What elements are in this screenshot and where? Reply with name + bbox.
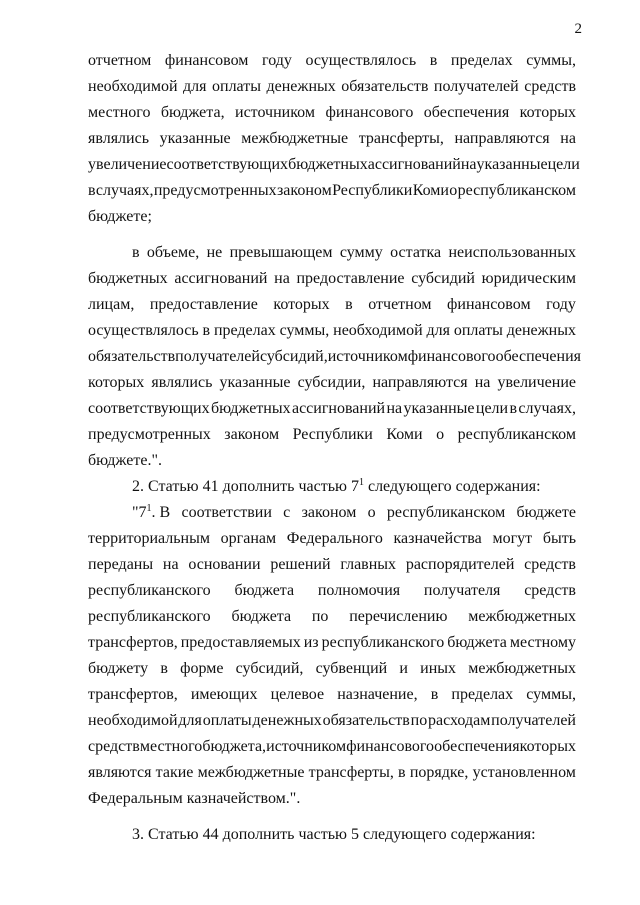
text-line <box>88 74 576 100</box>
word: оплаты <box>453 322 503 339</box>
word: получателей <box>175 348 260 365</box>
word: бюджета <box>447 634 507 651</box>
word: Коми <box>412 182 449 199</box>
word: в <box>398 764 406 781</box>
word: на <box>162 556 179 573</box>
word: указанные <box>476 156 548 173</box>
word: случаях, <box>95 182 154 199</box>
text-line <box>88 178 576 204</box>
word: финансового <box>346 738 435 755</box>
word: финансовом <box>164 52 249 69</box>
text-line <box>88 552 576 578</box>
text-line <box>88 422 576 448</box>
text-line <box>88 604 576 630</box>
word: территориальным <box>88 530 210 547</box>
word: установленном <box>472 764 576 781</box>
word: по <box>410 712 428 729</box>
word: основании <box>188 556 261 573</box>
word: суммы, <box>526 52 576 69</box>
text-line: "$7^1$. В соответствии с законом о республиканском бюджете <box>88 500 576 526</box>
word: в <box>132 244 140 261</box>
word: для <box>426 322 450 339</box>
text-line <box>88 656 576 682</box>
word: направляются <box>372 374 468 391</box>
word: Республики <box>292 426 373 443</box>
word: году <box>262 52 292 69</box>
word: на <box>460 156 477 173</box>
word: оплаты <box>202 712 252 729</box>
word: республиканского <box>88 608 211 625</box>
superscript: 1 <box>358 477 364 488</box>
word: органам <box>220 530 277 547</box>
word: в <box>88 182 96 199</box>
word: законом <box>224 426 280 443</box>
word: объеме, <box>146 244 200 261</box>
word: пределах <box>451 686 514 703</box>
word: из <box>303 634 319 651</box>
text-line: бюджете; <box>88 208 152 225</box>
word: бюджета, <box>160 104 225 121</box>
word: указанные <box>159 130 231 147</box>
word: перечислению <box>349 608 448 625</box>
word: обязательств <box>341 78 429 95</box>
word: необходимой <box>333 322 423 339</box>
word: остатка <box>390 244 442 261</box>
word: быть <box>542 530 576 547</box>
word: средств <box>524 556 576 573</box>
text-line <box>88 370 576 396</box>
word: увеличение <box>497 374 576 391</box>
word: законом <box>276 182 332 199</box>
page-number: 2 <box>574 21 582 37</box>
word: форме <box>180 660 224 677</box>
text-line <box>88 630 576 656</box>
word: оплаты <box>212 78 261 95</box>
word: расходам <box>428 712 491 729</box>
word: распорядителей <box>405 556 515 573</box>
word: местного <box>88 104 151 121</box>
item-2-text-end: следующего содержания: <box>363 478 541 495</box>
document-body <box>88 48 581 848</box>
word: республиканского <box>321 634 445 651</box>
text-line <box>88 734 576 760</box>
text-line: Федеральным казначейством.". <box>88 790 301 807</box>
word: денежных <box>252 712 322 729</box>
word: году <box>546 296 576 313</box>
word: межбюджетных <box>468 660 576 677</box>
word: финансового <box>407 348 496 365</box>
text-line <box>88 526 576 552</box>
word: по <box>311 608 329 625</box>
word: неиспользованных <box>448 244 576 261</box>
paragraph-2 <box>88 240 581 474</box>
word: местного <box>139 738 203 755</box>
item-2-heading <box>88 474 576 500</box>
word: переданы <box>88 556 154 573</box>
text-line <box>88 100 576 126</box>
word: в <box>429 52 438 69</box>
word: не <box>206 244 223 261</box>
word: субсидий <box>411 270 475 287</box>
word: трансферты, <box>308 764 394 781</box>
word: являются <box>88 764 152 781</box>
word: субсидий, <box>235 660 304 677</box>
word: на <box>474 374 491 391</box>
word: Республики <box>332 182 413 199</box>
text-line <box>88 152 580 178</box>
word: для <box>183 78 207 95</box>
word: главных <box>340 556 397 573</box>
word: превышающем <box>229 244 333 261</box>
word: республиканском <box>457 182 576 199</box>
text-line <box>88 760 576 786</box>
word: могут <box>492 530 533 547</box>
word: субвенций <box>315 660 388 677</box>
word: средств <box>524 582 576 599</box>
word: средств <box>524 78 576 95</box>
word: отчетном <box>368 296 432 313</box>
word: источником <box>327 348 408 365</box>
text-line <box>88 292 576 318</box>
word: обязательств <box>322 712 410 729</box>
item-2-text: 2. Статью 41 дополнить частью 7 <box>132 478 359 495</box>
word: суммы, <box>279 322 330 339</box>
word: для <box>178 712 202 729</box>
word: целевое <box>270 686 325 703</box>
text-line: бюджете.". <box>88 452 162 469</box>
word: предусмотренных <box>153 182 277 199</box>
word: являлись <box>151 374 213 391</box>
word: субсидии, <box>297 374 366 391</box>
word: соответствующих <box>166 156 289 173</box>
word: в <box>345 296 353 313</box>
word: на <box>274 270 290 287</box>
word: имеющих <box>190 686 258 703</box>
word: которых <box>519 104 576 121</box>
word: ассигнований <box>174 270 268 287</box>
word: Коми <box>386 426 423 443</box>
word: бюджетных <box>88 270 168 287</box>
quote-lead: "$7^1$. В <box>132 503 171 521</box>
word: финансовом <box>447 296 531 313</box>
word: получателя <box>423 582 501 599</box>
text-line <box>88 240 576 266</box>
text-line <box>88 126 576 152</box>
text-line <box>88 344 581 370</box>
word: о <box>449 182 458 199</box>
word: необходимой <box>88 712 178 729</box>
text-line <box>88 396 576 422</box>
word: местному <box>509 634 576 651</box>
word: в <box>160 660 168 677</box>
word: источником <box>266 738 347 755</box>
text-line <box>88 708 576 734</box>
word: увеличение <box>88 156 167 173</box>
word: получателей <box>433 78 519 95</box>
word: которых <box>273 296 330 313</box>
text-line <box>88 578 576 604</box>
word: указанные <box>403 400 475 417</box>
word: получателей <box>491 712 576 729</box>
word: юридическим <box>481 270 576 287</box>
word: решений <box>270 556 331 573</box>
paragraph-1 <box>88 48 580 230</box>
word: предоставление <box>149 296 258 313</box>
word: республиканском <box>457 426 576 443</box>
word: бюджетных <box>288 156 368 173</box>
word: межбюджетные <box>241 130 349 147</box>
word: республиканского <box>88 582 211 599</box>
paragraph-3 <box>88 500 576 812</box>
word: осуществлялось <box>305 52 417 69</box>
word: бюджета <box>234 582 295 599</box>
word: такие <box>155 764 194 781</box>
text-line <box>88 48 576 74</box>
word: субсидий, <box>259 348 328 365</box>
word: бюджету <box>88 660 149 677</box>
word: трансфертов, <box>88 686 178 703</box>
word: казначейства <box>393 530 482 547</box>
word: источником <box>235 104 315 121</box>
word: цели <box>475 400 509 417</box>
superscript: 1 <box>146 503 152 514</box>
word: направляются <box>454 130 550 147</box>
word: бюджета, <box>202 738 267 755</box>
word: и <box>399 660 408 677</box>
word: полномочия <box>317 582 401 599</box>
word: иных <box>420 660 457 677</box>
word: межбюджетных <box>468 608 576 625</box>
word: цели <box>547 156 580 173</box>
word: предоставление <box>296 270 405 287</box>
word: средств <box>88 738 140 755</box>
word: указанные <box>219 374 291 391</box>
word: трансфертов, <box>88 634 178 651</box>
word: случаях, <box>518 400 576 417</box>
word: которых <box>88 374 145 391</box>
word: ассигнований <box>291 400 386 417</box>
item-3-heading: 3. Статью 44 дополнить частью 5 следующего содержания: <box>132 826 536 843</box>
word: межбюджетные <box>197 764 305 781</box>
word: суммы, <box>526 686 576 703</box>
word: необходимой <box>88 78 178 95</box>
word: порядке, <box>409 764 469 781</box>
word: обеспечения <box>495 348 581 365</box>
word: осуществлялось <box>88 322 199 339</box>
word: лицам, <box>88 296 135 313</box>
text-line <box>88 682 576 708</box>
word: обеспечения <box>434 738 520 755</box>
word: в <box>430 686 439 703</box>
word: денежных <box>506 322 576 339</box>
word: в <box>202 322 211 339</box>
word: денежных <box>266 78 336 95</box>
word: соответствующих <box>88 400 210 417</box>
word: пределах <box>450 52 513 69</box>
word: являлись <box>88 130 149 147</box>
text-line <box>88 266 576 292</box>
word: трансферты, <box>358 130 444 147</box>
word: пределах <box>213 322 276 339</box>
word: назначение, <box>337 686 418 703</box>
word: предусмотренных <box>88 426 211 443</box>
word: бюджета <box>231 608 292 625</box>
word: на <box>386 400 403 417</box>
word: в <box>509 400 518 417</box>
word: на <box>560 130 576 147</box>
text-line <box>88 318 576 344</box>
word: отчетном <box>88 52 152 69</box>
word: предоставляемых <box>180 634 301 651</box>
word: о <box>436 426 445 443</box>
word: ассигнований <box>367 156 461 173</box>
word: которых <box>519 738 576 755</box>
word: обеспечения <box>423 104 510 121</box>
word: финансового <box>325 104 414 121</box>
word: сумму <box>339 244 383 261</box>
word: обязательств <box>88 348 176 365</box>
word: Федерального <box>286 530 383 547</box>
word: бюджетных <box>210 400 291 417</box>
